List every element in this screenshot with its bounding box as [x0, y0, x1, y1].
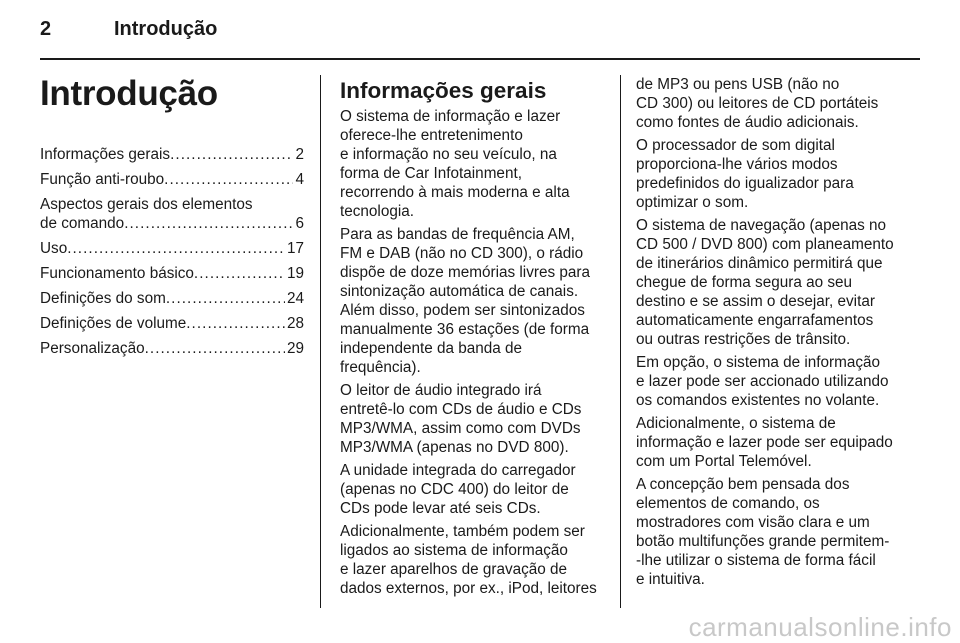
text-line: predefinidos do igualizador para: [636, 175, 854, 192]
toc-entry[interactable]: [40, 289, 304, 308]
column-3-body: [636, 75, 906, 589]
text-line: A concepção bem pensada dos: [636, 476, 850, 493]
text-line: elementos de comando, os: [636, 495, 820, 512]
toc-column: [40, 72, 304, 364]
body-paragraph: [340, 461, 604, 518]
toc-entry-label: de comando: [40, 215, 125, 232]
toc-entry-label: Funcionamento básico: [40, 265, 194, 282]
toc-leader-dots: [124, 214, 293, 233]
column-divider-2: [620, 75, 621, 608]
toc-page-number: 4: [295, 171, 304, 188]
text-line: de MP3 ou pens USB (não no: [636, 76, 840, 93]
text-line: com um Portal Telemóvel.: [636, 453, 812, 470]
text-line: MP3/WMA (apenas no DVD 800).: [340, 439, 569, 456]
text-column-3: [636, 75, 906, 593]
toc-page-number: 17: [286, 240, 304, 257]
toc-page-number: 29: [286, 340, 304, 357]
text-line: informação e lazer pode ser equipado: [636, 434, 893, 451]
text-line: forma de Car Infotainment,: [340, 165, 522, 182]
text-line: os comandos existentes no volante.: [636, 392, 880, 409]
toc-entry[interactable]: [40, 145, 304, 164]
toc-leader-dots: [164, 170, 293, 189]
text-line: (apenas no CDC 400) do leitor de: [340, 481, 569, 498]
text-line: e lazer pode ser accionado utilizando: [636, 373, 889, 390]
toc-page-number: 19: [286, 265, 304, 282]
text-line: Adicionalmente, também podem ser: [340, 523, 585, 540]
text-line: Para as bandas de frequência AM,: [340, 226, 575, 243]
text-line: -lhe utilizar o sistema de forma fácil: [636, 552, 876, 569]
toc-leader-dots: [186, 314, 285, 333]
header-rule: [40, 58, 920, 60]
text-line: O leitor de áudio integrado irá: [340, 382, 542, 399]
text-line: ligados ao sistema de informação: [340, 542, 568, 559]
toc-page-number: 2: [295, 146, 304, 163]
watermark: carmanualsonline.info: [688, 612, 952, 642]
toc-entry-label: Aspectos gerais dos elementos: [40, 196, 253, 213]
toc-leader-dots: [194, 264, 285, 283]
toc-entry-label: Personalização: [40, 340, 145, 357]
column-2-body: [340, 107, 604, 598]
text-line: automaticamente engarrafamentos: [636, 312, 874, 329]
text-line: entretê-lo com CDs de áudio e CDs: [340, 401, 582, 418]
text-line: independente da banda de: [340, 340, 523, 357]
page-number: 2: [40, 18, 52, 40]
text-line: e lazer aparelhos de gravação de: [340, 561, 568, 578]
text-line: dispõe de doze memórias livres para: [340, 264, 590, 281]
toc-entry[interactable]: [40, 170, 304, 189]
toc-entry-label: Definições de volume: [40, 315, 187, 332]
column-divider-1: [320, 75, 321, 608]
body-paragraph: [636, 414, 906, 471]
text-line: tecnologia.: [340, 203, 414, 220]
text-line: chegue de forma segura ao seu: [636, 274, 853, 291]
text-line: manualmente 36 estações (de forma: [340, 321, 590, 338]
text-line: e intuitiva.: [636, 571, 705, 588]
text-line: e informação no seu veículo, na: [340, 146, 557, 163]
toc-entry-label: Uso: [40, 240, 68, 257]
text-line: optimizar o som.: [636, 194, 749, 211]
text-line: como fontes de áudio adicionais.: [636, 114, 859, 131]
body-paragraph: [636, 136, 906, 212]
section-title: Informações gerais: [340, 78, 547, 103]
text-line: MP3/WMA, assim como com DVDs: [340, 420, 581, 437]
text-column-2: [340, 78, 604, 602]
text-line: recorrendo à mais moderna e alta: [340, 184, 570, 201]
toc-page-number: 28: [286, 315, 304, 332]
running-header-title: Introdução: [114, 18, 218, 40]
toc-leader-dots: [166, 289, 285, 308]
body-paragraph: [340, 107, 604, 221]
body-paragraph: [340, 381, 604, 457]
toc-leader-dots: [67, 239, 285, 258]
text-line: sintonização automática de canais.: [340, 283, 579, 300]
text-line: FM e DAB (não no CD 300), o rádio: [340, 245, 584, 262]
body-paragraph: [636, 353, 906, 410]
text-line: CDs pode levar até seis CDs.: [340, 500, 541, 517]
text-line: ou outras restrições de trânsito.: [636, 331, 851, 348]
text-line: botão multifunções grande permitem-: [636, 533, 890, 550]
toc-entry[interactable]: [40, 195, 304, 233]
body-paragraph: [340, 522, 604, 598]
text-line: oferece-lhe entretenimento: [340, 127, 523, 144]
toc-entry[interactable]: [40, 339, 304, 358]
text-line: O sistema de navegação (apenas no: [636, 217, 887, 234]
body-paragraph: [636, 75, 906, 132]
text-line: CD 300) ou leitores de CD portáteis: [636, 95, 879, 112]
table-of-contents: [40, 145, 304, 358]
body-paragraph: [636, 475, 906, 589]
text-line: Além disso, podem ser sintonizados: [340, 302, 585, 319]
toc-page-number: 24: [286, 290, 304, 307]
text-line: A unidade integrada do carregador: [340, 462, 576, 479]
text-line: mostradores com visão clara e um: [636, 514, 870, 531]
toc-leader-dots: [170, 145, 293, 164]
toc-page-number: 6: [295, 215, 304, 232]
text-line: O sistema de informação e lazer: [340, 108, 561, 125]
body-paragraph: [636, 216, 906, 349]
text-line: O processador de som digital: [636, 137, 835, 154]
toc-entry[interactable]: [40, 264, 304, 283]
toc-entry-label: Função anti-roubo: [40, 171, 165, 188]
toc-entry[interactable]: [40, 239, 304, 258]
toc-entry[interactable]: [40, 314, 304, 333]
toc-entry-label: Informações gerais: [40, 146, 171, 163]
chapter-title: Introdução: [40, 74, 218, 113]
text-line: dados externos, por ex., iPod, leitores: [340, 580, 597, 597]
text-line: de itinerários dinâmico permitirá que: [636, 255, 883, 272]
toc-leader-dots: [145, 339, 285, 358]
toc-entry-label: Definições do som: [40, 290, 166, 307]
text-line: proporciona-lhe vários modos: [636, 156, 838, 173]
page-header: [40, 18, 920, 56]
text-line: Em opção, o sistema de informação: [636, 354, 881, 371]
text-line: CD 500 / DVD 800) com planeamento: [636, 236, 894, 253]
body-paragraph: [340, 225, 604, 377]
text-line: destino e se assim o desejar, evitar: [636, 293, 875, 310]
text-line: frequência).: [340, 359, 421, 376]
text-line: Adicionalmente, o sistema de: [636, 415, 836, 432]
